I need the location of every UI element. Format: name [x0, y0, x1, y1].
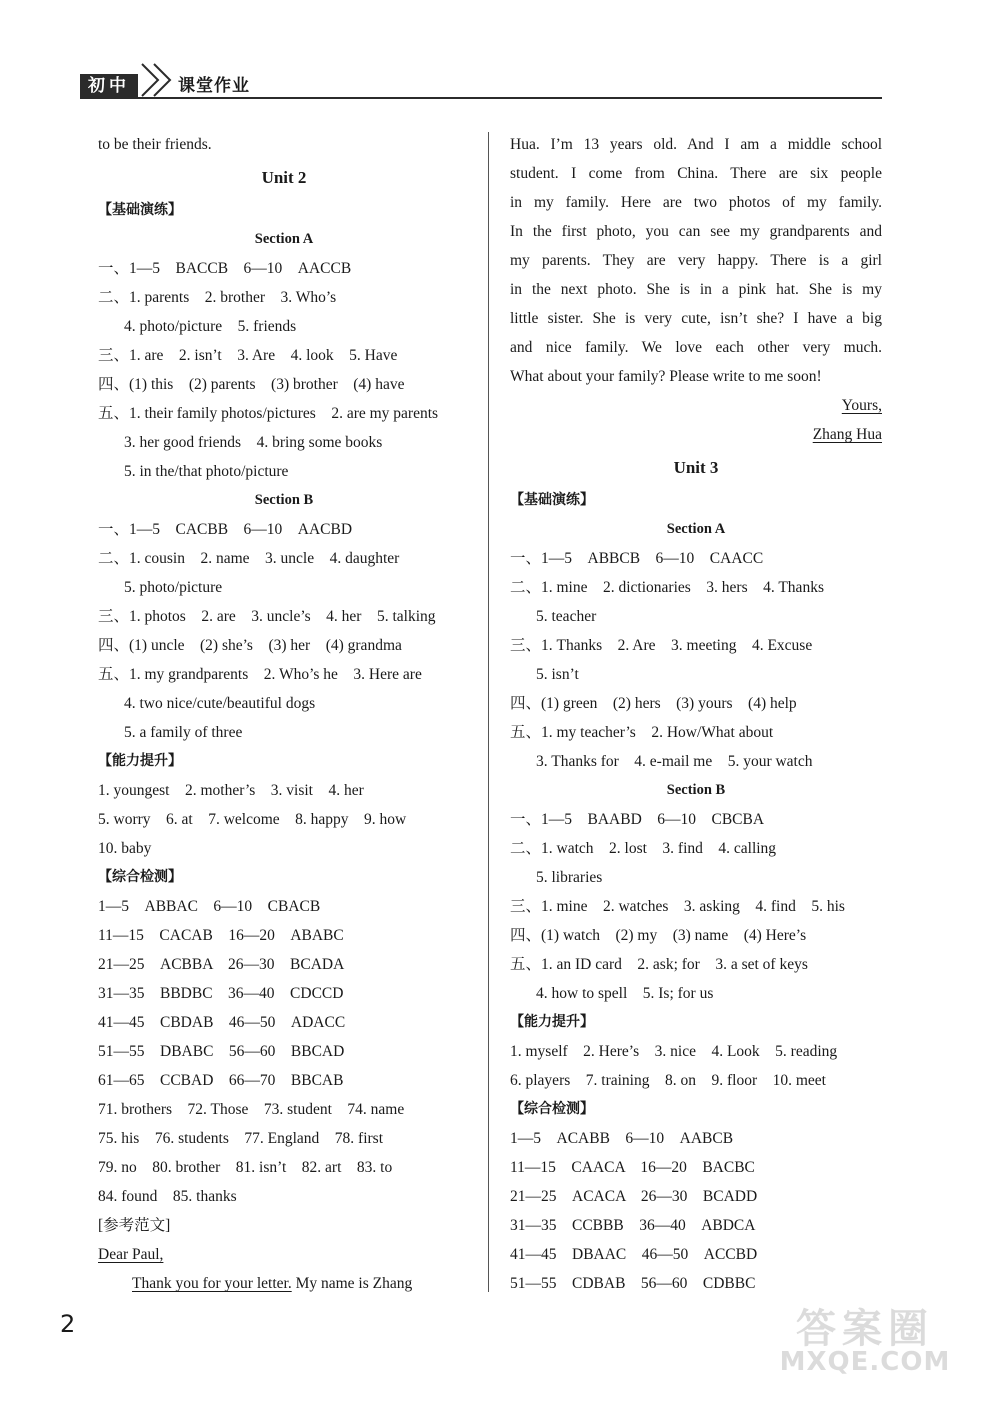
answer-line: 二、1. watch 2. lost 3. find 4. calling	[510, 840, 777, 857]
answer-line: 五、1. their family photos/pictures 2. are my parents	[98, 405, 439, 422]
section-tag: 【综合检测】	[98, 869, 182, 885]
answer-line: 三、1. Thanks 2. Are 3. meeting 4. Excuse	[510, 637, 813, 654]
answer-line: 84. found 85. thanks	[98, 1188, 237, 1205]
answer-line: 51—55 CDBAB 56—60 CDBBC	[510, 1275, 756, 1292]
section-tag: 【基础演练】	[98, 202, 182, 218]
answer-line: 四、(1) this (2) parents (3) brother (4) have	[98, 376, 405, 393]
section-heading: Section A	[254, 231, 314, 247]
answer-line: 5. libraries	[536, 869, 603, 886]
unit-heading: Unit 2	[261, 168, 307, 187]
watermark-url: MXQE.COM	[779, 1347, 951, 1377]
level-badge: 初中	[80, 74, 138, 98]
answer-line: 3. her good friends 4. bring some books	[124, 434, 383, 451]
header-rule	[80, 97, 882, 99]
answer-line: 11—15 CAACA 16—20 BACBC	[510, 1159, 755, 1176]
page-number: 2	[60, 1310, 76, 1338]
answer-line: 四、(1) uncle (2) she’s (3) her (4) grandma	[98, 637, 402, 654]
answer-line: 一、1—5 CACBB 6—10 AACBD	[98, 521, 353, 538]
answer-line: 二、1. cousin 2. name 3. uncle 4. daughter	[98, 550, 400, 567]
right-column	[510, 130, 882, 1298]
watermark	[760, 1297, 970, 1377]
answer-line: 五、1. my teacher’s 2. How/What about	[510, 724, 774, 741]
watermark-logo-text: 答案圈	[796, 1306, 934, 1352]
column-divider	[488, 132, 489, 1292]
answer-line: 一、1—5 BACCB 6—10 AACCB	[98, 260, 352, 277]
answer-line: 41—45 DBAAC 46—50 ACCBD	[510, 1246, 758, 1263]
answer-line: 4. two nice/cute/beautiful dogs	[124, 695, 316, 712]
letter-line: in my family. Here are two photos of my family.	[510, 194, 882, 211]
answer-line: 三、1. are 2. isn’t 3. Are 4. look 5. Have	[98, 347, 398, 364]
letter-text: My name is Zhang	[291, 1275, 413, 1292]
underlined-phrase: Thank you for your letter.	[132, 1275, 292, 1292]
closing-text: Yours,	[841, 397, 882, 414]
unit-heading: Unit 3	[673, 458, 719, 477]
answer-line: 31—35 BBDBC 36—40 CDCCD	[98, 985, 344, 1002]
section-tag: 【能力提升】	[98, 753, 182, 769]
answer-line: 5. in the/that photo/picture	[124, 463, 289, 480]
answer-line: 11—15 CACAB 16—20 ABABC	[98, 927, 344, 944]
answer-line: 三、1. mine 2. watches 3. asking 4. find 5. his	[510, 898, 845, 915]
answer-line: 四、(1) green (2) hers (3) yours (4) help	[510, 695, 797, 712]
answer-line: 1. myself 2. Here’s 3. nice 4. Look 5. reading	[510, 1043, 838, 1060]
letter-signature	[510, 420, 882, 449]
answer-line: 1. youngest 2. mother’s 3. visit 4. her	[98, 782, 364, 799]
double-chevron-icon	[138, 60, 178, 100]
answer-line: 75. his 76. students 77. England 78. first	[98, 1130, 384, 1147]
letter-line	[98, 1269, 470, 1298]
answer-line: 71. brothers 72. Those 73. student 74. name	[98, 1101, 405, 1118]
letter-line: In the first photo, you can see my grandparents and	[510, 223, 882, 240]
answer-line: 5. photo/picture	[124, 579, 223, 596]
letter-salutation	[98, 1240, 470, 1269]
answer-line: 1—5 ABBAC 6—10 CBACB	[98, 898, 321, 915]
answer-line: 二、1. parents 2. brother 3. Who’s	[98, 289, 337, 306]
answer-line: 5. isn’t	[536, 666, 579, 683]
letter-line: and nice family. We love each other very much.	[510, 339, 882, 356]
answer-line: 5. teacher	[536, 608, 597, 625]
answer-line: 79. no 80. brother 81. isn’t 82. art 83. to	[98, 1159, 393, 1176]
answer-line: 二、1. mine 2. dictionaries 3. hers 4. Thanks	[510, 579, 824, 596]
answer-line: 一、1—5 ABBCB 6—10 CAACC	[510, 550, 764, 567]
letter-line: student. I come from China. There are six people	[510, 165, 882, 182]
answer-line: 五、1. my grandparents 2. Who’s he 3. Here are	[98, 666, 422, 683]
page-header	[80, 58, 882, 98]
section-heading: Section B	[666, 782, 726, 798]
letter-closing	[510, 391, 882, 420]
letter-line: Hua. I’m 13 years old. And I am a middle school	[510, 136, 882, 153]
answer-line: 51—55 DBABC 56—60 BBCAD	[98, 1043, 345, 1060]
answer-line: 4. how to spell 5. Is; for us	[536, 985, 714, 1002]
answer-line: 一、1—5 BAABD 6—10 CBCBA	[510, 811, 765, 828]
answer-line: 41—45 CBDAB 46—50 ADACC	[98, 1014, 346, 1031]
section-tag: 【基础演练】	[510, 492, 594, 508]
answer-line: 五、1. an ID card 2. ask; for 3. a set of keys	[510, 956, 808, 973]
letter-line: in the next photo. She is in a pink hat. She is my	[510, 281, 882, 298]
answer-line: 四、(1) watch (2) my (3) name (4) Here’s	[510, 927, 807, 944]
section-heading: Section A	[666, 521, 726, 537]
text-line: to be their friends.	[98, 136, 212, 153]
reference-label: [参考范文]	[98, 1217, 171, 1234]
section-tag: 【能力提升】	[510, 1014, 594, 1030]
answer-line: 21—25 ACBBA 26—30 BCADA	[98, 956, 345, 973]
letter-line: What about your family? Please write to me soon!	[510, 368, 822, 385]
section-heading: Section B	[254, 492, 314, 508]
answer-line: 三、1. photos 2. are 3. uncle’s 4. her 5. talking	[98, 608, 436, 625]
signature-text: Zhang Hua	[812, 426, 882, 443]
answer-line: 3. Thanks for 4. e-mail me 5. your watch	[536, 753, 813, 770]
letter-line: my parents. They are very happy. There is a girl	[510, 252, 882, 269]
book-title: 课堂作业	[178, 76, 250, 96]
section-tag: 【综合检测】	[510, 1101, 594, 1117]
answer-line: 6. players 7. training 8. on 9. floor 10. meet	[510, 1072, 826, 1089]
answer-line: 61—65 CCBAD 66—70 BBCAB	[98, 1072, 344, 1089]
salutation-text: Dear Paul,	[98, 1246, 164, 1263]
letter-line: little sister. She is very cute, isn’t she? I have a big	[510, 310, 882, 327]
answer-line: 21—25 ACACA 26—30 BCADD	[510, 1188, 758, 1205]
answer-line: 5. a family of three	[124, 724, 243, 741]
left-column	[98, 130, 470, 1298]
answer-line: 1—5 ACABB 6—10 AABCB	[510, 1130, 734, 1147]
answer-line: 31—35 CCBBB 36—40 ABDCA	[510, 1217, 756, 1234]
answer-line: 10. baby	[98, 840, 152, 857]
answer-line: 5. worry 6. at 7. welcome 8. happy 9. how	[98, 811, 407, 828]
answer-line: 4. photo/picture 5. friends	[124, 318, 297, 335]
